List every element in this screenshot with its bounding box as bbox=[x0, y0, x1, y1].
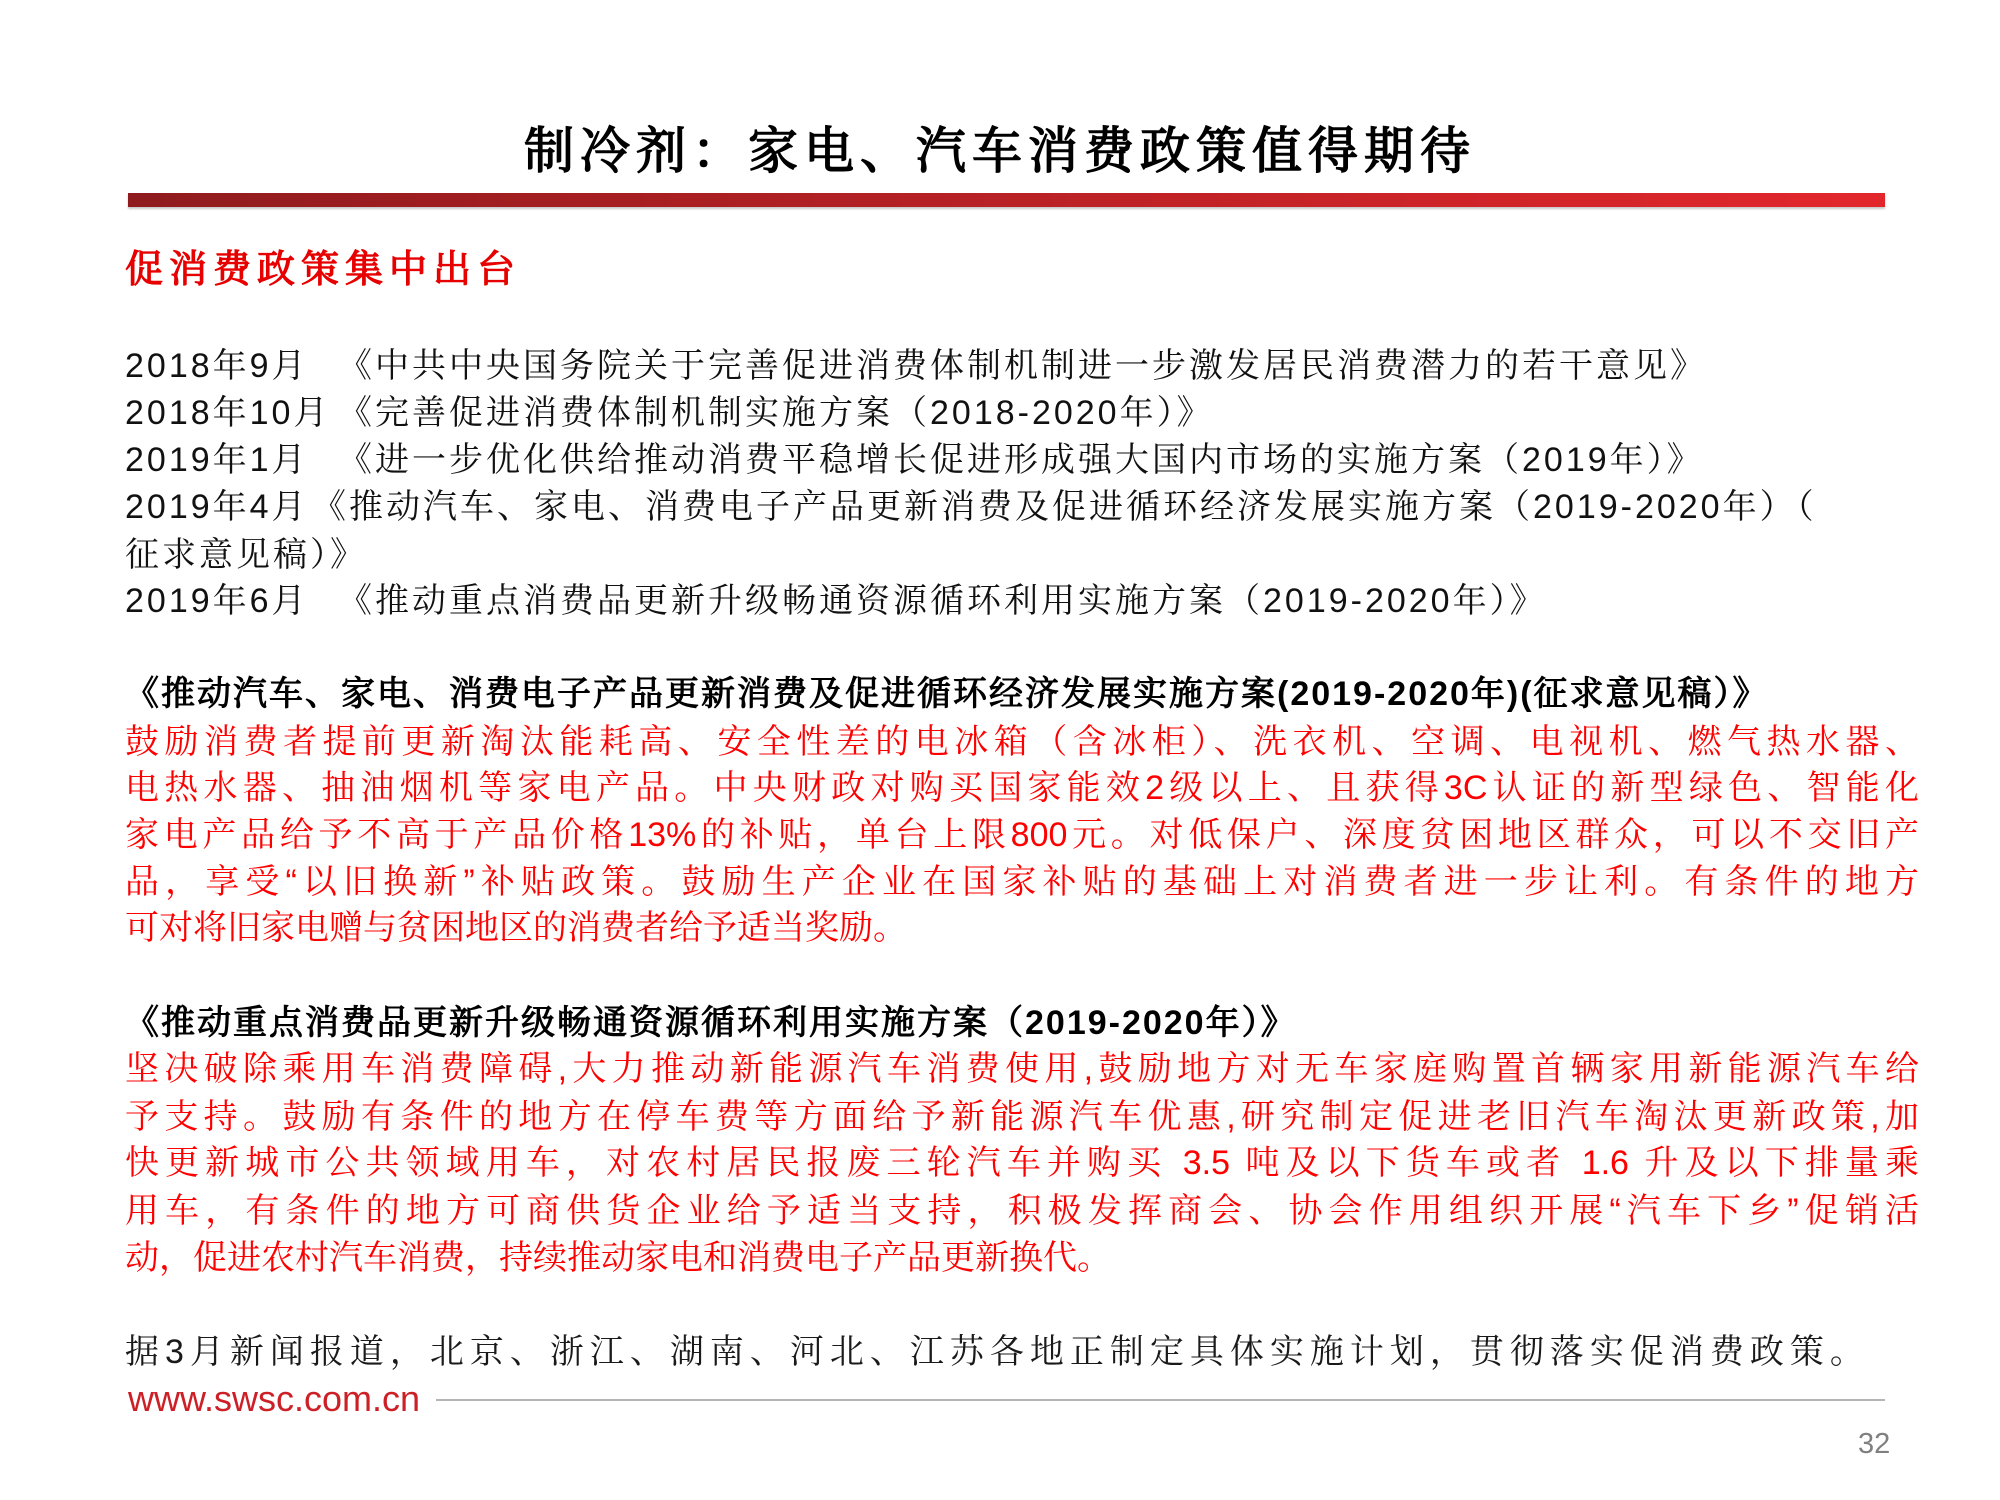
news-note: 据3月新闻报道，北京、浙江、湖南、河北、江苏各地正制定具体实施计划，贯彻落实促消费政策。 bbox=[125, 1333, 1870, 1371]
policy-detail-line: 可对将旧家电赠与贫困地区的消费者给予适当奖励。 bbox=[125, 909, 907, 947]
policy-detail-line: 予支持。鼓励有条件的地方在停车费等方面给予新能源汽车优惠,研究制定促进老旧汽车淘汰更新政策,加 bbox=[125, 1098, 1919, 1136]
policy-detail-line: 动，促进农村汽车消费，持续推动家电和消费电子产品更新换代。 bbox=[125, 1239, 1111, 1277]
policy-date: 2018年10月 bbox=[125, 394, 331, 432]
policy-date: 2019年1月 bbox=[125, 441, 309, 479]
policy-detail-line: 坚决破除乘用车消费障碍,大力推动新能源汽车消费使用,鼓励地方对无车家庭购置首辆家用新能源汽车给 bbox=[125, 1050, 1919, 1088]
policy-date: 2019年4月 bbox=[125, 488, 309, 526]
policy-detail-line: 家电产品给予不高于产品价格13%的补贴，单台上限800元。对低保户、深度贫困地区群众，可以不交旧产 bbox=[125, 816, 1919, 854]
policy-detail-line: 品，享受“以旧换新”补贴政策。鼓励生产企业在国家补贴的基础上对消费者进一步让利。有条件的地方 bbox=[125, 863, 1919, 901]
page-number: 32 bbox=[1858, 1428, 1891, 1460]
policy-document: 《完善促进消费体制机制实施方案（2018-2020年）》 bbox=[338, 394, 1214, 432]
section-heading: 促消费政策集中出台 bbox=[125, 249, 522, 291]
policy-date: 2019年6月 bbox=[125, 582, 309, 620]
policy-document: 《推动汽车、家电、消费电子产品更新消费及促进循环经济发展实施方案（2019-2020年）（ bbox=[312, 488, 1817, 526]
policy-detail-line: 鼓励消费者提前更新淘汰能耗高、安全性差的电冰箱（含冰柜）、洗衣机、空调、电视机、燃气热水器、 bbox=[125, 723, 1919, 761]
policy-document: 《中共中央国务院关于完善促进消费体制机制进一步激发居民消费潜力的若干意见》 bbox=[338, 347, 1707, 385]
slide-title: 制冷剂：家电、汽车消费政策值得期待 bbox=[524, 123, 1476, 179]
policy-document: 《推动重点消费品更新升级畅通资源循环利用实施方案（2019-2020年）》 bbox=[338, 582, 1547, 620]
footer-website: www.swsc.com.cn bbox=[128, 1378, 421, 1419]
policy-document-continued: 征求意见稿）》 bbox=[125, 536, 367, 574]
title-underline-bar bbox=[128, 193, 1885, 207]
policy-detail-heading: 《推动汽车、家电、消费电子产品更新消费及促进循环经济发展实施方案(2019-2020年)(征求意见稿）》 bbox=[125, 675, 1769, 713]
policy-date: 2018年9月 bbox=[125, 347, 309, 385]
policy-detail-line: 用车，有条件的地方可商供货企业给予适当支持，积极发挥商会、协会作用组织开展“汽车下乡”促销活 bbox=[125, 1192, 1919, 1230]
footer-divider bbox=[436, 1399, 1885, 1401]
policy-detail-line: 快更新城市公共领域用车，对农村居民报废三轮汽车并购买 3.5 吨及以下货车或者 1.6 升及以下排量乘 bbox=[125, 1144, 1919, 1182]
policy-detail-line: 电热水器、抽油烟机等家电产品。中央财政对购买国家能效2级以上、且获得3C认证的新型绿色、智能化 bbox=[125, 769, 1919, 807]
policy-detail-heading: 《推动重点消费品更新升级畅通资源循环利用实施方案（2019-2020年）》 bbox=[125, 1004, 1297, 1042]
policy-document: 《进一步优化供给推动消费平稳增长促进形成强大国内市场的实施方案（2019年）》 bbox=[338, 441, 1704, 479]
